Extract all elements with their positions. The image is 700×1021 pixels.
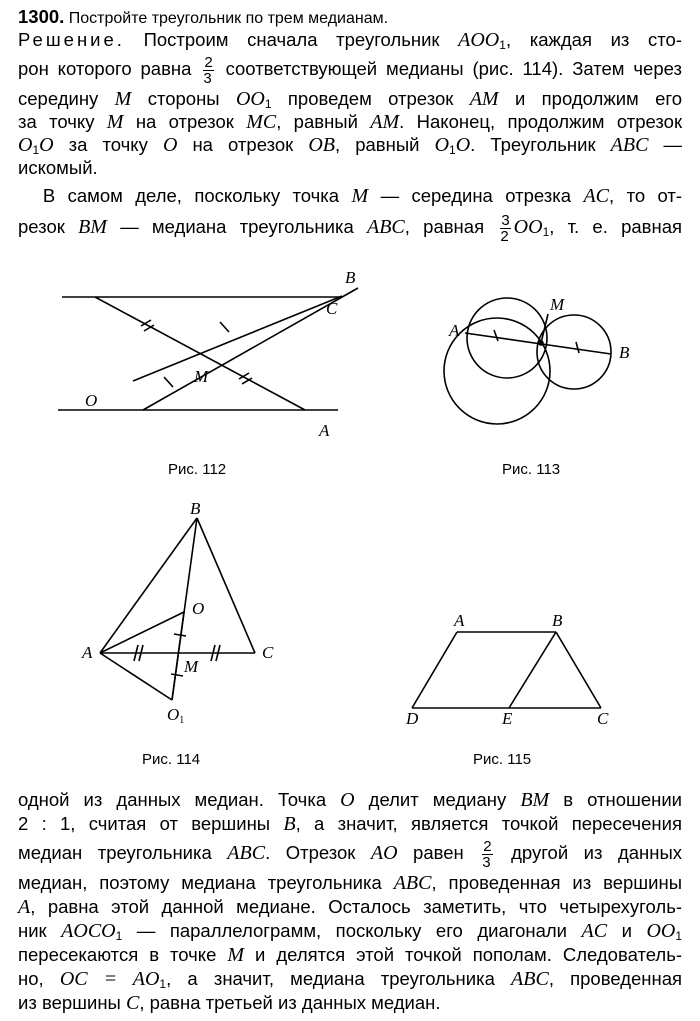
solution-line-5: $O_1O$ за точку O на отрезок OB, равный $O_1O$. Треугольник ABC — <box>18 134 682 157</box>
label-E: E <box>502 709 513 728</box>
label-M: M <box>194 367 209 386</box>
label-A: A <box>319 421 330 440</box>
label-B: B <box>345 268 356 287</box>
proof-line-10: но, OC = $AO_1$, а значит, медиана треугольника ABC, проведенная <box>18 968 683 991</box>
proof-line-9: пересекаются в точке M и делятся этой точкой пополам. Следователь- <box>18 944 683 966</box>
problem-statement: Постройте треугольник по трем медианам. <box>68 10 389 27</box>
fraction-two-thirds: $\frac{2}{3}$ <box>203 53 213 87</box>
solution-line-4: за точку M на отрезок MC, равный AM. Наконец, продолжим отрезок <box>18 111 683 133</box>
caption-fig112: Рис. 112 <box>168 461 227 478</box>
label-C: C <box>262 643 274 662</box>
label-D: D <box>406 709 419 728</box>
caption-fig115: Рис. 115 <box>473 751 532 768</box>
label-O1: O1 <box>167 705 185 726</box>
label-B: B <box>552 611 563 630</box>
solution-label: Решение. <box>18 29 125 50</box>
label-A: A <box>454 611 465 630</box>
proof-line-7: A, равна этой данной медиане. Осталось заметить, что четырехуголь- <box>18 896 682 918</box>
label-B: B <box>190 499 201 518</box>
label-A: A <box>82 643 93 662</box>
figure-112 <box>58 288 358 410</box>
figure-115 <box>412 632 601 708</box>
label-O: O <box>85 391 98 410</box>
proof-line-4: 2 : 1, считая от вершины B, а значит, является точкой пересечения <box>18 813 682 835</box>
label-C: C <box>597 709 609 728</box>
figure-114 <box>100 518 255 700</box>
fraction-two-thirds-2: $\frac{2}{3}$ <box>482 837 492 871</box>
solution-line-1: Решение. Построим сначала треугольник $AOO_1$, каждая из сто- <box>18 29 682 52</box>
proof-line-11: из вершины C, равна третьей из данных медиан. <box>18 992 441 1014</box>
label-M: M <box>184 657 199 676</box>
solution-line-3: середину M стороны $OO_1$ проведем отрезок AM и продолжим его <box>18 88 683 111</box>
figure-113 <box>444 298 611 424</box>
proof-line-5: медиан треугольника ABC. Отрезок AO равен $\frac{2}{3}$ другой из данных <box>18 837 683 871</box>
label-O: O <box>192 599 205 618</box>
fraction-three-halves: $\frac{3}{2}$ <box>500 211 510 245</box>
solution-line-2: рон которого равна $\frac{2}{3}$ соответствующей медианы (рис. 114). Затем через <box>18 53 682 87</box>
solution-line-6: искомый. <box>18 157 98 178</box>
caption-fig114: Рис. 114 <box>142 751 201 768</box>
label-A: A <box>449 321 460 340</box>
label-B: B <box>619 343 630 362</box>
problem-number: 1300. <box>18 6 65 27</box>
proof-line-2: резок BM — медиана треугольника ABC, равная $\frac{3}{2}$ $OO_1$, т. е. равная <box>18 211 683 245</box>
proof-line-6: медиан, поэтому медиана треугольника ABC, проведенная из вершины <box>18 872 683 894</box>
caption-fig113: Рис. 113 <box>502 461 561 478</box>
label-M: M <box>550 295 565 314</box>
label-C: C <box>326 299 338 318</box>
proof-line-8: ник $AOCO_1$ — параллелограмм, поскольку его диагонали AC и $OO_1$ <box>18 920 683 943</box>
proof-line-1: В самом деле, поскольку точка M — середина отрезка AC, то от- <box>42 185 683 207</box>
proof-line-3: одной из данных медиан. Точка O делит медиану BM в отношении <box>18 789 683 811</box>
